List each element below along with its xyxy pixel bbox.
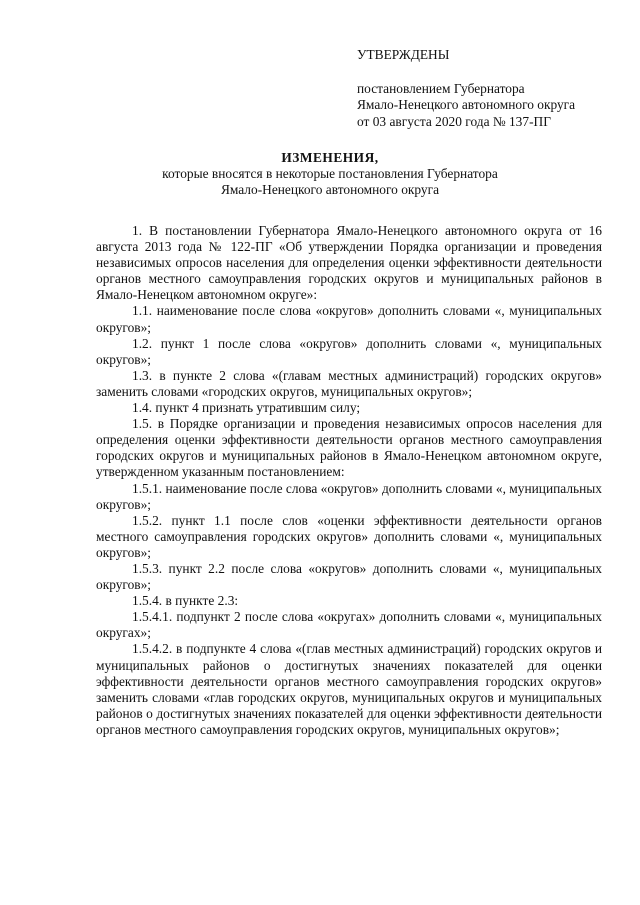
paragraph: 1.5.3. пункт 2.2 после слова «округов» дополнить словами «, муниципальных округов»; xyxy=(96,560,602,593)
approval-title: УТВЕРЖДЕНЫ xyxy=(357,47,450,62)
document-heading xyxy=(70,150,590,198)
paragraph: 1.5.4. в пункте 2.3: xyxy=(132,593,239,609)
paragraph: 1.2. пункт 1 после слова «округов» дополнить словами «, муниципальных округов»; xyxy=(96,335,602,367)
approval-line: постановлением Губернатора xyxy=(357,80,525,96)
heading-subtitle-line: Ямало-Ненецкого автономного округа xyxy=(220,182,440,197)
paragraph: 1.1. наименование после слова «округов» дополнить словами «, муниципальных округов»; xyxy=(96,303,602,335)
approval-line: от 03 августа 2020 года № 137-ПГ xyxy=(357,113,551,129)
paragraph: 1.4. пункт 4 признать утратившим силу; xyxy=(132,400,361,416)
paragraph: 1.5. в Порядке организации и проведения независимых опросов населения для определения оценки эффективности деятельности органов местного самоуправления городских округов и муниципальных районов в Ямало-Ненецком автономном округе, утвержденном указанным постановлением: xyxy=(96,416,602,480)
paragraph: 1.3. в пункте 2 слова «(главам местных администраций) городских округов» заменить словами «городских округов, муниципальных округов»; xyxy=(96,367,602,399)
paragraph: 1. В постановлении Губернатора Ямало-Ненецкого автономного округа от 16 августа 2013 года № 122-ПГ «Об утверждении Порядка организации и проведения независимых опросов населения для определения оценки эффективности деятельности органов местного самоуправления городских округов и муниципальных районов в Ямало-Ненецком автономном округе»: xyxy=(96,223,602,303)
paragraph: 1.5.2. пункт 1.1 после слов «оценки эффективности деятельности органов местного самоуправления городских округов» дополнить словами «, муниципальных округов»; xyxy=(96,512,602,560)
paragraph: 1.5.1. наименование после слова «округов» дополнить словами «, муниципальных округов»; xyxy=(96,480,602,512)
heading-subtitle-line: которые вносятся в некоторые постановления Губернатора xyxy=(162,166,498,181)
paragraph: 1.5.4.1. подпункт 2 после слова «округах» дополнить словами «, муниципальных округах»; xyxy=(96,609,602,641)
paragraph: 1.5.4.2. в подпункте 4 слова «(глав местных администраций) городских округов и муниципальных районов о достигнутых значениях показателей для оценки эффективности деятельности органов местного самоуправления городских округов» заменить словами «глав городских округов, муниципальных округов и муниципальных районов о достигнутых значениях показателей для оценки эффективности деятельности органов местного самоуправления городских округов, муниципальных округов»; xyxy=(96,641,602,737)
document-body xyxy=(96,223,602,738)
approval-block xyxy=(357,47,575,130)
heading-title: ИЗМЕНЕНИЯ, xyxy=(281,150,379,165)
approval-line: Ямало-Ненецкого автономного округа xyxy=(357,97,576,113)
